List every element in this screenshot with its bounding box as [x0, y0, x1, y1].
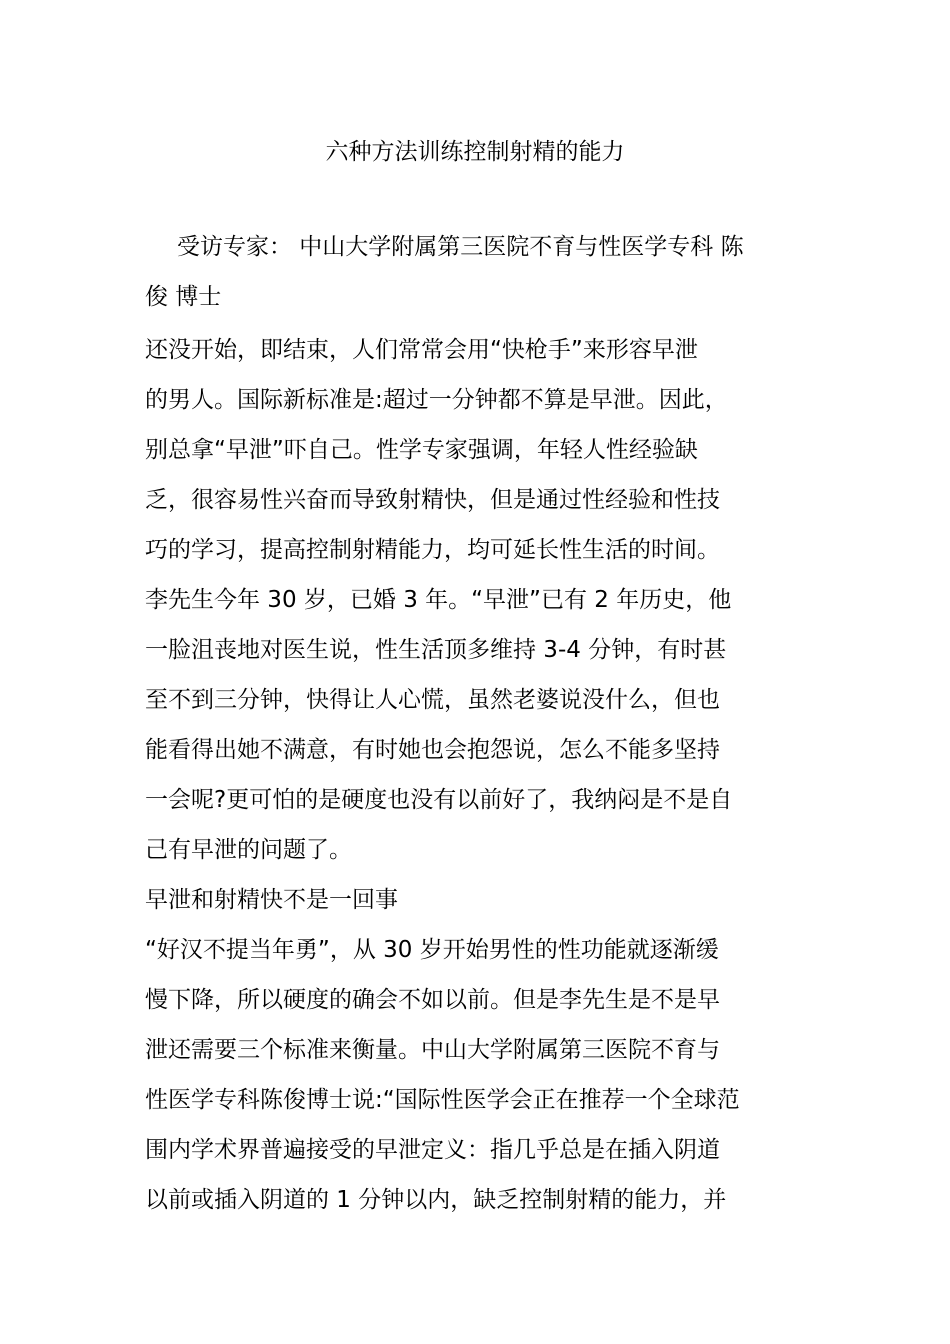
expert-line-1: 受访专家： 中山大学附属第三医院不育与性医学专科 陈	[177, 234, 744, 260]
body-line: 一脸沮丧地对医生说，性生活顶多维持 3-4 分钟，有时甚	[145, 637, 727, 663]
body-line: “好汉不提当年勇”，从 30 岁开始男性的性功能就逐渐缓	[145, 937, 719, 963]
body-line: 以前或插入阴道的 1 分钟以内，缺乏控制射精的能力，并	[145, 1187, 727, 1213]
body-line: 慢下降，所以硬度的确会不如以前。但是李先生是不是早	[145, 987, 720, 1013]
body-line: 能看得出她不满意，有时她也会抱怨说，怎么不能多坚持	[145, 737, 720, 763]
body-line: 至不到三分钟，快得让人心慌，虽然老婆说没什么，但也	[145, 687, 720, 713]
document-title: 六种方法训练控制射精的能力	[325, 139, 625, 165]
body-line: 己有早泄的问题了。	[145, 837, 352, 863]
body-line: 围内学术界普遍接受的早泄定义：指几乎总是在插入阴道	[145, 1137, 720, 1163]
body-line: 乏，很容易性兴奋而导致射精快，但是通过性经验和性技	[145, 487, 720, 513]
body-line: 一会呢?更可怕的是硬度也没有以前好了，我纳闷是不是自	[145, 787, 733, 813]
body-line: 泄还需要三个标准来衡量。中山大学附属第三医院不育与	[145, 1037, 720, 1063]
body-line: 李先生今年 30 岁，已婚 3 年。“早泄”已有 2 年历史，他	[145, 587, 732, 613]
expert-line-2: 俊 博士	[145, 284, 222, 310]
article-body	[145, 325, 810, 1225]
body-line: 还没开始，即结束，人们常常会用“快枪手”来形容早泄	[145, 337, 698, 363]
section-heading: 早泄和射精快不是一回事	[145, 887, 398, 913]
body-line: 性医学专科陈俊博士说:“国际性医学会正在推荐一个全球范	[145, 1087, 740, 1113]
body-line: 巧的学习，提高控制射精能力，均可延长性生活的时间。	[145, 537, 720, 563]
body-line: 别总拿“早泄”吓自己。性学专家强调，年轻人性经验缺	[145, 437, 698, 463]
expert-credit	[145, 222, 810, 322]
body-line: 的男人。国际新标准是:超过一分钟都不算是早泄。因此，	[145, 387, 728, 413]
